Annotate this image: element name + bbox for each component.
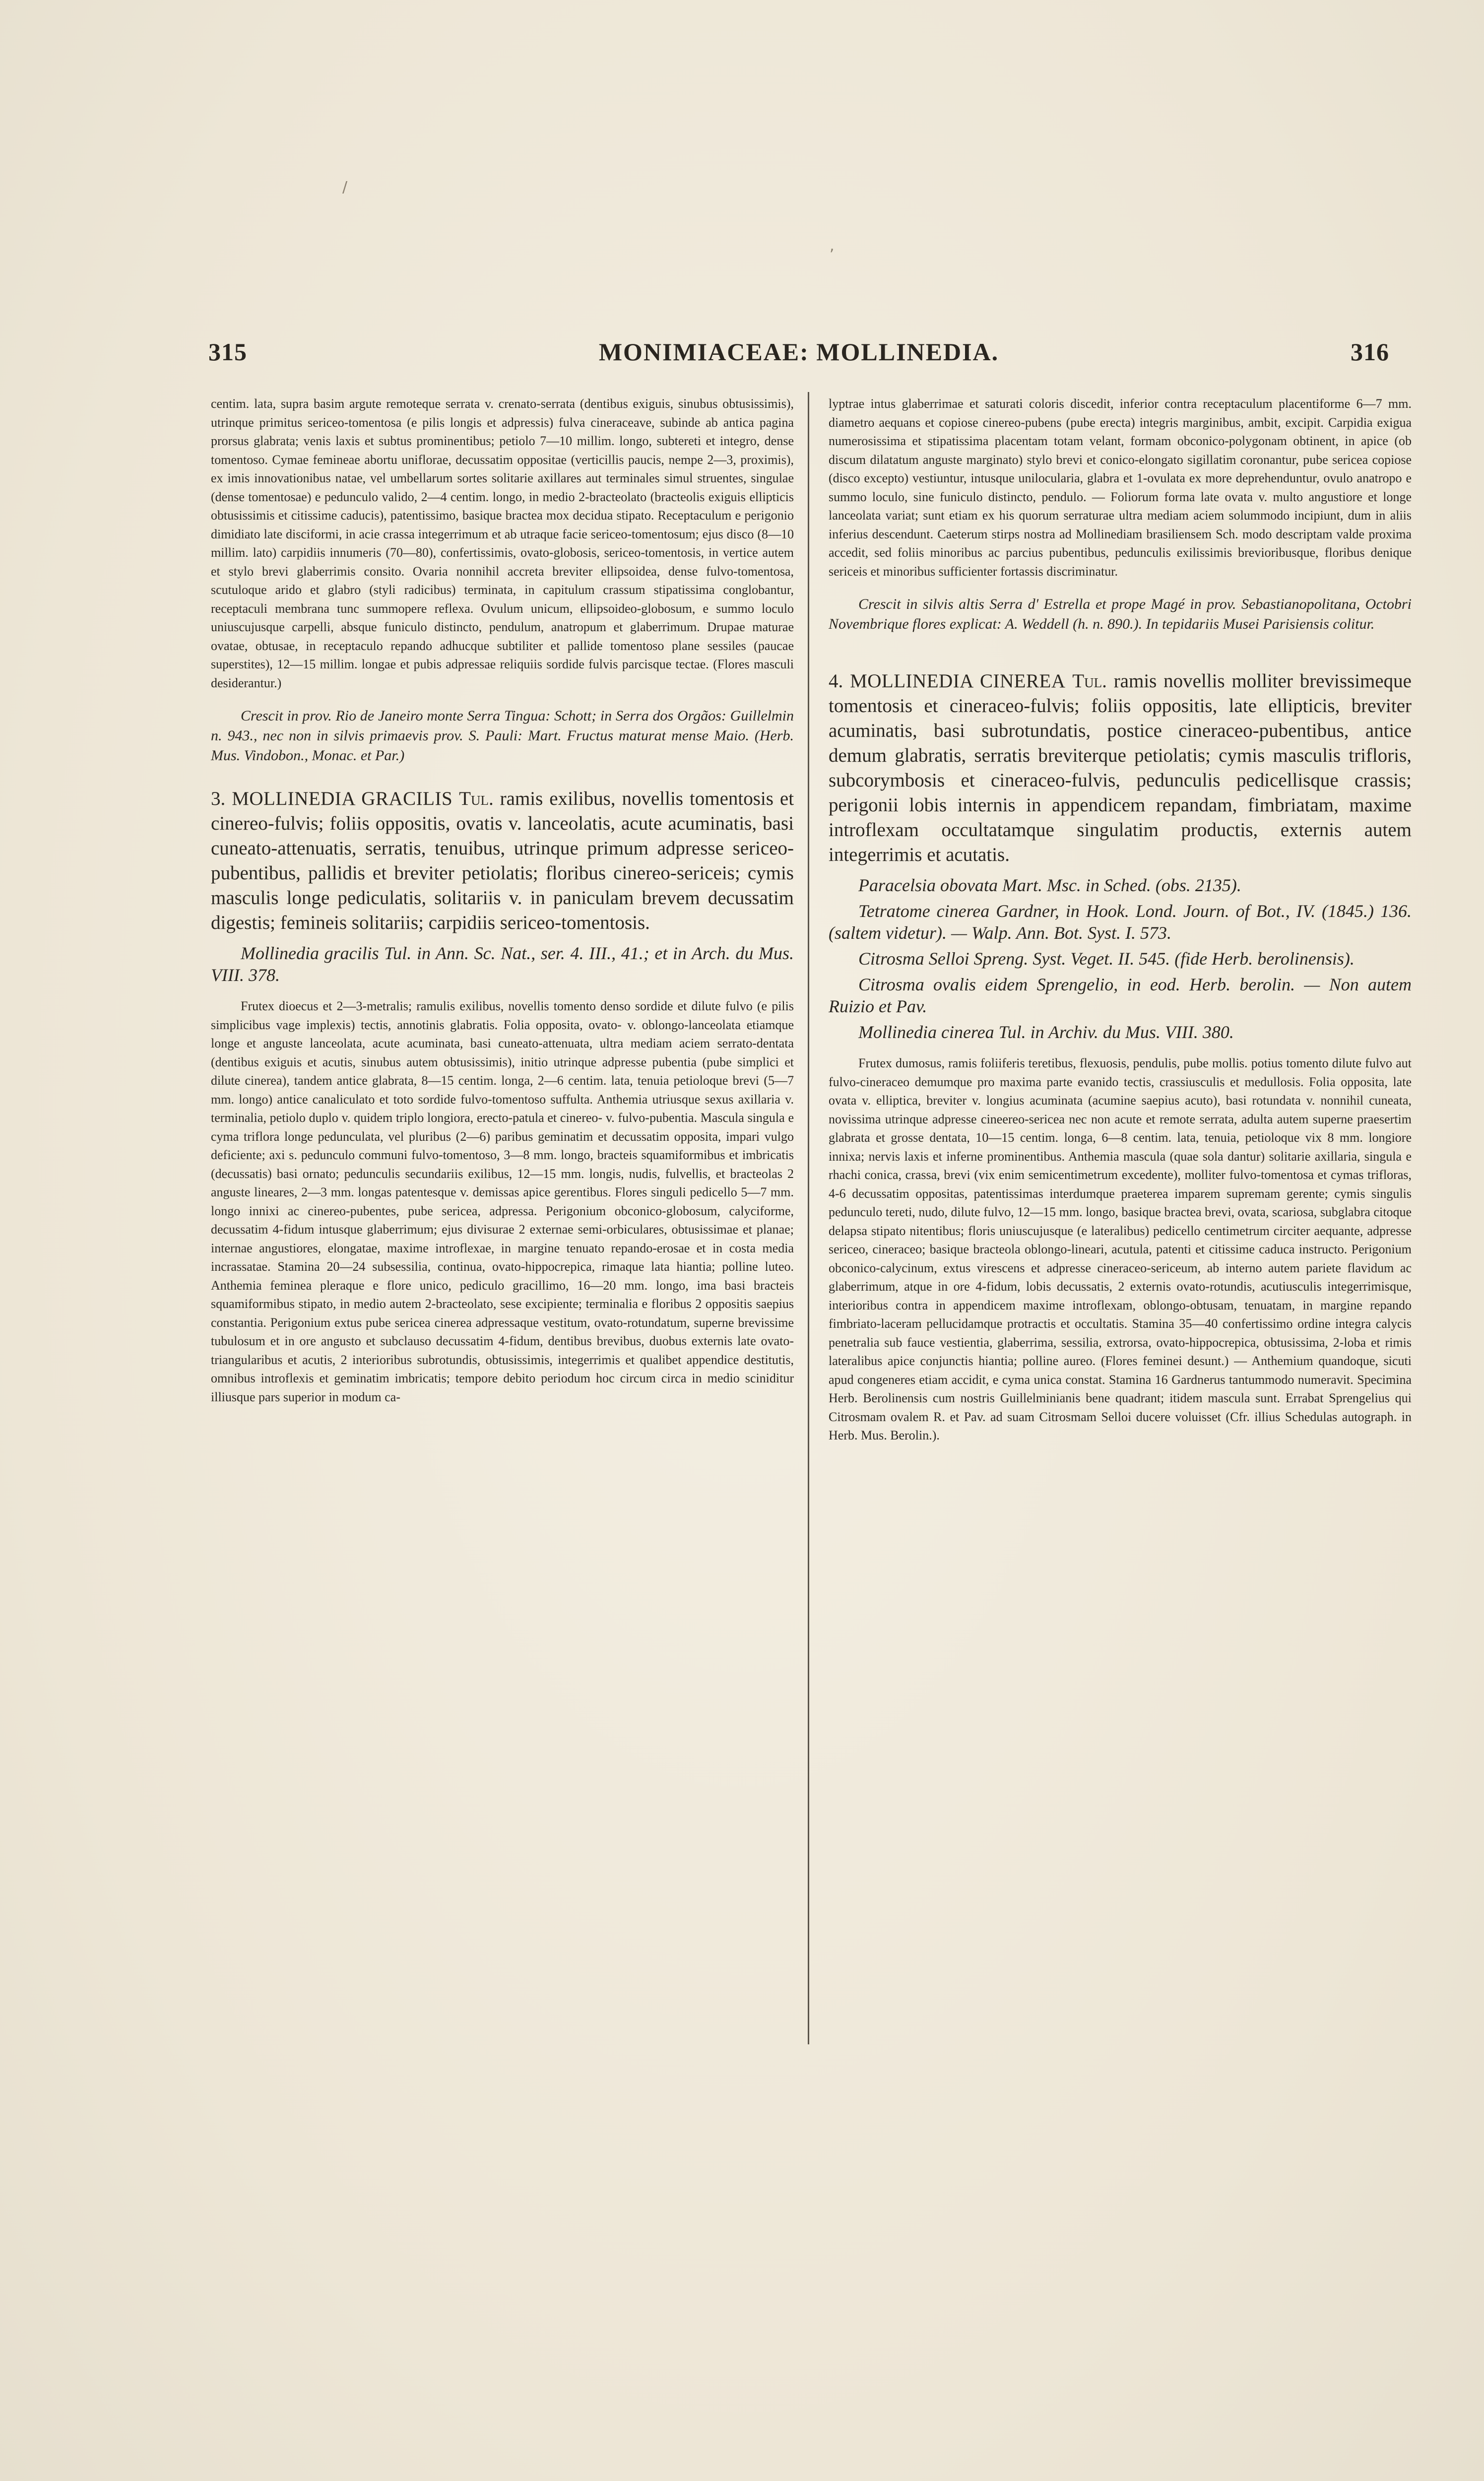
synonym-entry: Mollinedia gracilis Tul. in Ann. Sc. Nat., ser. 4. III., 41.; et in Arch. du Mus. VIII. 378. — [211, 943, 794, 985]
left-column — [211, 394, 794, 1406]
habitat-note-species-2: Crescit in prov. Rio de Janeiro monte Serra Tingua: Schott; in Serra dos Orgãos: Guillelmin n. 943., nec non in silvis primaevis prov. S. Pauli: Mart. Fructus maturat mense Maio. (Herb. Mus. Vindobon., Monac. et Par.) — [211, 708, 794, 764]
running-title: MONIMIACEAE: MOLLINEDIA. — [598, 338, 999, 366]
species-diagnosis: ramis exilibus, novellis tomentosis et cinereo-fulvis; foliis oppositis, ovatis v. lanceolatis, acute acuminatis, basi cuneato-attenuatis, serratis, tenuibus, utrinque primum adpresse sericeo-pubentibus, pallidis et breviter petiolatis; floribus cinereo-sericeis; cymis masculis longe pediculatis, solitariis v. in paniculam brevem decussatim digestis; femineis solitariis; carpidiis sericeo-tomentosis. — [211, 788, 794, 933]
stray-slash-mark: / — [342, 179, 348, 196]
synonyms-species-3 — [211, 942, 794, 986]
right-column — [829, 394, 1412, 1445]
synonym-entry: Tetratome cinerea Gardner, in Hook. Lond. Journ. of Bot., IV. (1845.) 136. (saltem videtur). — Walp. Ann. Bot. Syst. I. 573. — [829, 901, 1412, 943]
synonyms-species-4 — [829, 874, 1412, 1043]
synonym-entry: Citrosma ovalis eidem Sprengelio, in eod. Herb. berolin. — Non autem Ruizio et Pav. — [829, 975, 1412, 1016]
species-number: 3. — [211, 788, 226, 809]
page-number-left: 315 — [208, 338, 247, 366]
species-author: Tul. — [459, 788, 494, 809]
synonym-entry: Mollinedia cinerea Tul. in Archiv. du Mus. VIII. 380. — [858, 1022, 1234, 1042]
species-heading-mollinedia-gracilis — [211, 786, 794, 935]
species-heading-mollinedia-cinerea — [829, 669, 1412, 867]
species-diagnosis: ramis novellis molliter brevissimeque tomentosis et cineraceo-fulvis; foliis oppositis, late ellipticis, breviter acuminatis, basi subrotundatis, postice cineraceo-pubentibus, antice demum glabratis, serratis breviterque petiolatis; cymis masculis trifloris, subcorymbosis et cineraceo-fulvis, pedunculis pedicellisque crassis; perigonii lobis internis in appendicem repandam, fimbriatam, maxime introflexam occultatamque singulatim productis, externis autem integerrimis et acutatis. — [829, 670, 1412, 865]
description-species-3: Frutex dioecus et 2—3-metralis; ramulis exilibus, novellis tomento denso sordide et dilute fulvo (e pilis simplicibus vage implexis) tectis, annotinis glabratis. Folia opposita, ovato- v. oblongo-lanceolata etiamque longe et anguste lanceolata, acute acuminata, basi cuneato-attenuata, ultra mediam aciem serrato-dentata (dentibus exiguis et acutis, sinubus autem obtusissimis), initio utrinque adpresse pubentia (pube simplici et dilute cinerea), tandem antice glabrata, 8—15 centim. longa, 2—6 centim. lata, tenuia petioloque brevi (5—7 mm. longo) antice canaliculato et toto sordide fulvo-tomentoso suffulta. Anthemia utriusque sexus axillaria v. terminalia, petiolo duplo v. quidem triplo longiora, erecto-patula et cinereo- v. fulvo-pubentia. Mascula singula e cyma triflora longe pedunculata, vel pluribus (2—6) paribus geminatim et decussatim opposita, impari vulgo deficiente; axi s. pedunculo communi fulvo-tomentoso, 3—8 mm. longo, bracteis squamiformibus et imbricatis (decussatis) basi ornato; pedunculis secundariis exilibus, 12—15 mm. longis, nudis, fulvellis, et bracteolas 2 anguste lineares, 2—3 mm. longas patentesque v. demissas apice gerentibus. Flores singuli pedicello 5—7 mm. longo innixi ac cinereo-pubentes, pube sericea, adpressa. Perigonium obconico-globosum, calyciforme, decussatim 4-fidum intusque glaberrimum; ejus divisurae 2 externae semi-orbiculares, obtusissimae et planae; internae angustiores, elongatae, maxime introflexae, in margine tenuato repando-erosae et in costa media incrassatae. Stamina 20—24 subsessilia, continua, ovato-hippocrepica, rimaque lata hiantia; polline luteo. Anthemia feminea pleraque e flore unico, pediculo gracillimo, 16—20 mm. longo, ima basi bracteis squamiformibus stipato, in medio autem 2-bracteolato, sese excipiente; terminalia e floribus 2 oppositis saepius constantia. Perigonium extus pube sericea cinerea adpressaque vestitum, ovato-rotundatum, superne brevissime tubulosum et in ore angusto et subclauso decussatim 4-fidum, dentibus brevibus, duobus externis late ovato-triangularibus et acutis, 2 interioribus subrotundis, obtusissimis, integerrimis et qualibet appendice destitutis, omnibus introflexis et geminatim imbricatis; tempore debito periodum hoc circum circa in medio sciniditur illiusque pars superior in modum ca- — [211, 999, 794, 1404]
description-continuation-left: centim. lata, supra basim argute remoteque serrata v. crenato-serrata (dentibus exiguis, sinubus obtusissimis), utrinque primitus sericeo-tomentosa (e pilis longis et adpressis) fulva cineraceave, subinde ab antica pagina prorsus glabrata; venis laxis et subtus prominentibus; petiolo 7—10 millim. longo, subtereti et integro, dense tomentoso. Cymae femineae abortu uniflorae, decussatim oppositae (verticillis paucis, nempe 2—3, proximis), ex imis innovationibus natae, vel umbellarum sortes solitarie axillares aut terminales simul struentes, singulae (dense tomentosae) e pedunculo valido, 2—4 centim. longo, in medio 2-bracteolato (bracteolis exiguis ellipticis obtusissimis et citissime caducis), patentissimo, basique bractea mox decidua stipato. Receptaculum e perigonio dimidiato late disciformi, in acie crassa integerrimum et ab utraque facie sericeo-tomentosum; ejus disco (8—10 millim. lato) carpidiis innumeris (70—80), confertissimis, ovato-globosis, sericeo-tomentosis, in vertice autem et stylo brevi glaberrimis consito. Ovaria nonnihil accreta breviter ellipsoidea, dense fulvo-tomentosa, scutuloque arido et glabro (styli radicibus) terminata, in capitulum crassum stipatissima conglobantur, receptaculi membrana tunc summopere reflexa. Ovulum unicum, ellipsoideo-globosum, e summo loculo uniuscujusque carpelli, absque funiculo distincto, pendulum, anatropum et glaberrimum. Drupae maturae ovatae, obtusae, in receptaculo repando adhucque subtiliter et pallide tomentoso plane sessiles (paucae superstites), 12—15 millim. longae et pubis adpressae reliquiis sordide fulvis parcisque tectae. (Flores masculi desiderantur.) — [211, 396, 794, 690]
page-header — [208, 332, 1389, 377]
page-number-right: 316 — [1351, 338, 1389, 366]
synonym-entry: Citrosma Selloi Spreng. Syst. Veget. II. 545. (fide Herb. berolinensis). — [858, 949, 1355, 969]
species-name: MOLLINEDIA CINEREA — [850, 670, 1066, 692]
species-name: MOLLINEDIA GRACILIS — [232, 788, 453, 809]
stray-comma-mark: , — [830, 237, 835, 255]
column-divider — [808, 392, 809, 2044]
synonym-entry: Paracelsia obovata Mart. Msc. in Sched. (obs. 2135). — [858, 875, 1241, 895]
species-author: Tul. — [1072, 670, 1107, 692]
description-species-4: Frutex dumosus, ramis foliiferis teretibus, flexuosis, pendulis, pube mollis. potius tomento dilute fulvo aut fulvo-cineraceo demumque pro maxima parte evanido tectis, crassiusculis et medullosis. Folia opposita, late ovata v. elliptica, breviter v. longius acuminata (acumine saepius acuto), basi rotundata v. nonnihil cuneata, novissima utrinque adpresse cineereo-sericea nec non acute et remote serrata, adulta autem superne praesertim glabrata et grosse dentata, 10—15 centim. longa, 6—8 centim. lata, tenuia, petioloque vix 8 mm. longiore innixa; nervis laxis et inferne prominentibus. Anthemia mascula (quae sola dantur) solitarie axillaria, singula e rhachi conica, crassa, brevi (vix enim semicentimetrum excedente), molliter fulvo-tomentosa et cymas trifloras, 4-6 decussatim oppositas, patentissimas interdumque praeterea imparem supremam gerente; cymis singulis pedunculo tereti, nudo, dilute fulvo, 12—15 mm. longo, basique bractea brevi, ovata, scariosa, subglabra citoque delapsa stipato nitentibus; floris uniuscujusque (e lateralibus) pedicello centimetrum circiter aequante, adpresse sericeo, cineraceo; basique bracteola oblongo-lineari, acutula, patenti et citissime caduca instructo. Perigonium obconico-calycinum, extus virescens et adpresse cineraceo-sericeum, ab interno autem pariete flavidum ac glaberrimum, atque in ore 4-fidum, lobis decussatis, 2 externis ovato-rotundis, acutiusculis integerrimisque, interioribus contra in appendicem maxime introflexam, oblongo-obtusam, tenuatam, in margine repando fimbriato-laceram pellucidamque protractis et occultatis. Stamina 35—40 confertissimo ordine integra calycis penetralia sub fauce vestientia, glaberrima, sessilia, extrorsa, ovato-hippocrepica, obtusissima, 2-loba et rimis lateralibus apice conjunctis hiantia; polline aureo. (Flores feminei desunt.) — Anthemium quandoque, sicuti apud congeneres etiam accidit, e cyma unica constat. Stamina 16 Gardnerus tantummodo numeravit. Specimina Herb. Berolinensis cum nostris Guillelminianis bene quadrant; itidem mascula sunt. Errabat Sprengelius qui Citrosmam ovalem R. et Pav. ad suam Citrosmam Selloi ducere voluisset (Cfr. illius Schedulas autograph. in Herb. Mus. Berolin.). — [829, 1056, 1412, 1442]
species-number: 4. — [829, 670, 843, 692]
habitat-note-species-3: Crescit in silvis altis Serra d' Estrella et prope Magé in prov. Sebastianopolitana, Octobri Novembrique flores explicat: A. Weddell (h. n. 890.). In tepidariis Musei Parisiensis colitur. — [829, 596, 1412, 632]
description-continuation-right: lyptrae intus glaberrimae et saturati coloris discedit, inferior contra receptaculum placentiforme 6—7 mm. diametro aequans et copiose cinereo-pubens (pube erecta) integris marginibus, ambit, excipit. Carpidia exigua numerosissima et stipatissima placentam totam velant, formam obconico-polygonam obtinent, in apice (ob discum dilatatum anguste marginato) stylo brevi et conico-elongato sigillatim coronantur, pube sericea copiose (disco excepto) vestiuntur, intusque unilocularia, glabra et 1-ovulata ex more deprehenduntur, ovulo anatropo e summo loculo, sine funiculo distincto, pendulo. — Foliorum forma late ovata v. multo angustiore et longe lanceolata variat; sunt etiam ex his quorum serraturae ultra mediam aciem solummodo incipiunt, dum in aliis inferius descendunt. Caeterum stirps nostra ad Mollinediam brasiliensem Sch. modo descriptam valde proxima accedit, sed foliis minoribus ac parcius pubentibus, pedunculis exilissimis brevioribusque, floribus denique sericeis et minoribus sufficienter fortassis discriminatur. — [829, 396, 1412, 579]
